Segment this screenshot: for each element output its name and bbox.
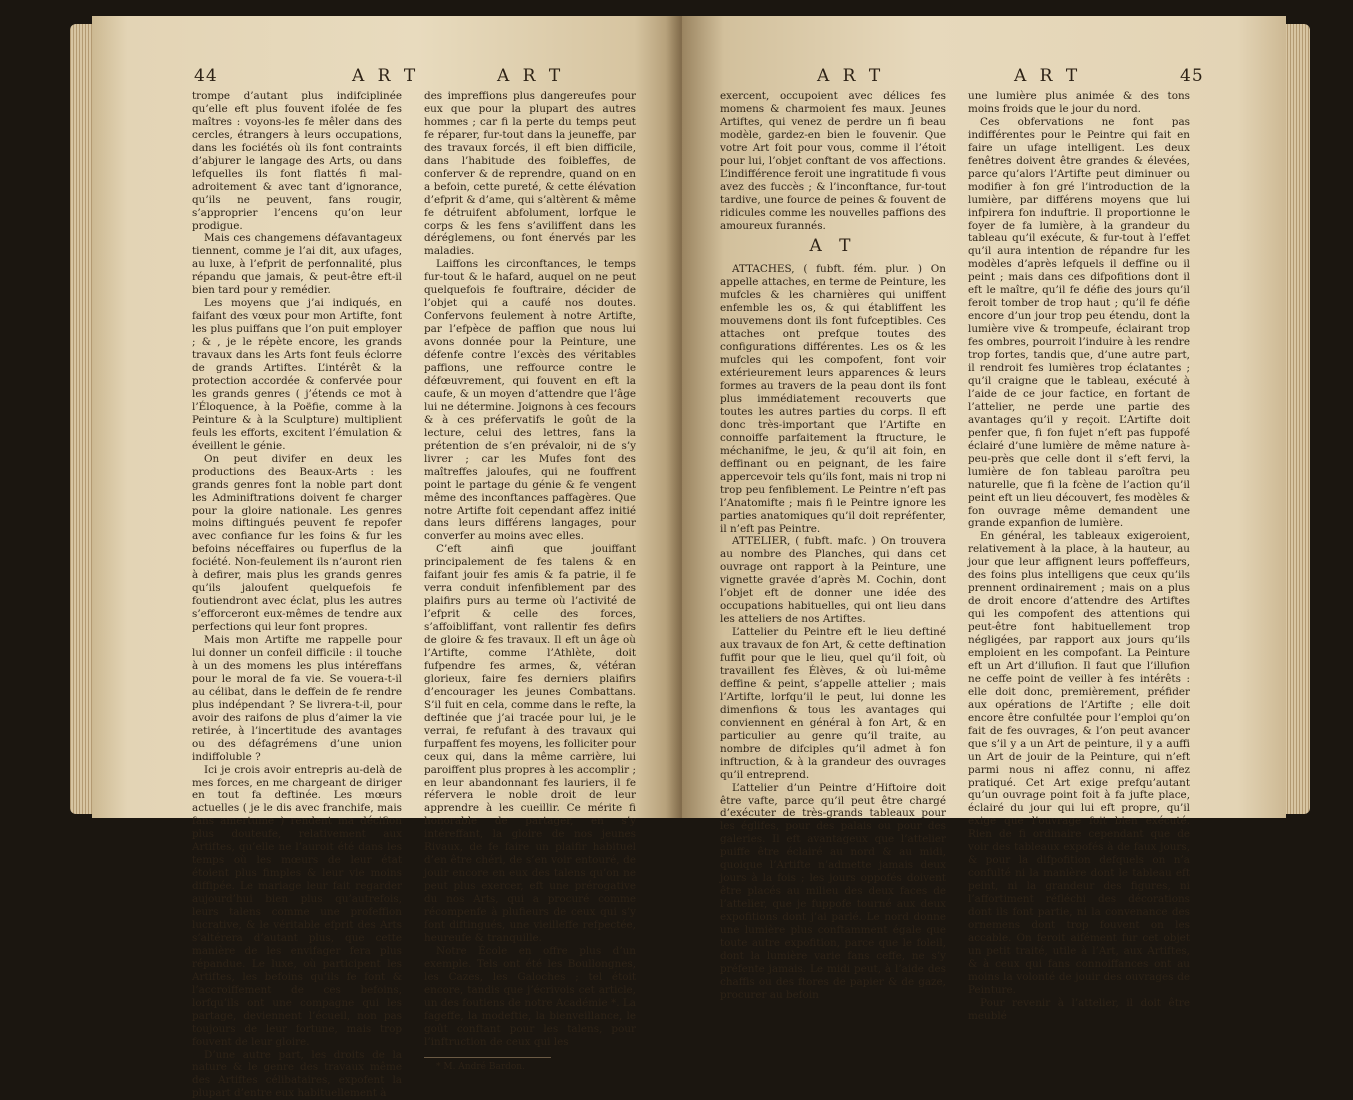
paragraph: D’une autre part, les droits de la nature & le genre des travaux même des Artiftes célibataires, expofent la plupart d’entre eux habituellement à xyxy=(192,1048,402,1100)
paragraph: C’eft ainfi que jouiffant principalement de fes talens & en faifant jouir fes amis & fa patrie, il fe verra conduit infenfiblement par des plaifirs purs au terme où l’activité de l’efprit & celle des forces, s’affoibliffant, vont rallentir fes defirs de gloire & fes travaux. Il eft un âge où l’Artifte, comme l’Athlète, doit fufpendre fes armes, &, vétéran glorieux, faire fes derniers plaifirs d’encourager les jeunes Combattans. S’il fuit en cela, comme dans le refte, la deftinée que j’ai tracée pour lui, je le verrai, fe refufant à des travaux qui furpaffent fes moyens, les folliciter pour ceux qui, dans la même carrière, lui paroiffent plus propres à les accomplir ; en leur abandonnant fes lauriers, il fe réfervera le noble droit de leur apprendre à les cueillir. Ce mérite fi honorable de partager, en s’y intéreffant, la gloire de nos jeunes Rivaux, de fe faire un plaifir habituel d’en être chéri, de s’en voir entouré, de jouir encore en eux des talens qu’on ne peut plus exercer, eft une prérogative du nos Arts, qui a procuré comme récompenfe à plufieurs de ceux qui s’y font diftingués, une vieilleffe refpectée, heureufe & tranquille. xyxy=(424,543,636,944)
paragraph: Ces obfervations ne font pas indifférentes pour le Peintre qui fait en faire un ufage intelligent. Les deux fenêtres doivent être grandes & élevées, parce qu’alors l’Artifte peut diminuer ou modifier à fon gré l’introduction de la lumière, par différens moyens que lui infpirera fon induftrie. Il proportionne le foyer de fa lumière, à la grandeur du tableau qu’il exécute, & fur-tout à l’effet qu’il aura intention de répandre fur les modèles d’après lefquels il deffine ou il peint ; mais dans ces difpofitions dont il eft le maître, qu’il fe défie des jours qu’il feroit tomber de trop haut ; qu’il fe défie encore d’un jour trop peu étendu, dont la lumière vive & trompeufe, éclairant trop fes ombres, pourroit l’induire à les rendre trop fortes, tandis que, d’une autre part, il rendroit fes lumières trop éclatantes ; qu’il craigne que le tableau, exécuté à l’aide de ce jour factice, en fortant de l’attelier, ne perde une partie des avantages qu’il y reçoit. L’Artifte doit penfer que, fi fon fujet n’eft pas fuppofé éclairé d’une lumière de même nature à-peu-près que celle dont il s’eft fervi, la lumière de fon tableau paroîtra peu naturelle, que fi la fcène de l’action qu’il peint eft un lieu découvert, fes modèles & fon ouvrage même demandent une grande expanfion de lumière. xyxy=(968,115,1190,530)
paragraph: Pour revenir à l’attelier, il doit être meublé xyxy=(968,996,1190,1022)
paragraph: des impreffions plus dangereufes pour eux que pour la plupart des autres hommes ; car fi la perte du temps peut fe réparer, fur-tout dans la jeuneffe, par des travaux forcés, il eft bien difficile, dans l’habitude des foibleffes, de conferver & de reprendre, quand on en a befoin, cette pureté, & cette élévation d’efprit & d’ame, qui s’altèrent & même fe détruifent abfolument, lorfque le corps & les fens s’aviliffent dans les déréglemens, ou font énervés par les maladies. xyxy=(424,90,636,258)
left-page xyxy=(92,16,682,1100)
page-number: 45 xyxy=(1180,66,1204,86)
text-column-2 xyxy=(424,90,636,1073)
text-column-2 xyxy=(968,90,1190,1023)
text-column-1 xyxy=(720,90,946,1002)
right-page xyxy=(682,16,1286,1022)
footnote-rule xyxy=(424,1057,551,1058)
paragraph: Laiffons les circonftances, le temps fur-tout & le hafard, auquel on ne peut quelquefois fe fouftraire, décider de l’objet qui a caufé nos doutes. Confervons feulement à notre Artifte, par l’efpèce de paffion que nous lui avons donnée pour la Peinture, une défenfe contre l’excès des véritables paffions, une reffource contre le défœuvrement, qui fouvent en eft la caufe, & un moyen d’attendre que l’âge lui ne détermine. Joignons à ces fecours & à ces préfervatifs le goût de la lecture, celui des lettres, fans la prétention de s’en prévaloir, ni de s’y livrer ; car les Mufes font des maîtreffes jaloufes, qui ne fouffrent point le partage du génie & fe vengent même des inconftances paffagères. Que notre Artifte foit cependant affez initié dans leurs différens langages, pour converfer au moins avec elles. xyxy=(424,258,636,543)
paragraph: On peut divifer en deux les productions des Beaux-Arts : les grands genres font la noble part dont les Adminiftrations doivent fe charger pour la gloire nationale. Les genres moins diftingués peuvent fe repofer avec confiance fur les foins & fur les befoins néceffaires ou fuperflus de la fociété. Non-feulement ils n’auront rien à defirer, mais plus les grands genres qu’ils jaloufent quelquefois fe foutiendront avec éclat, plus les autres s’efforceront eux-mêmes de tendre aux perfections qui leur font propres. xyxy=(192,452,402,634)
text-column-1 xyxy=(192,90,402,1100)
paragraph: Notre École en offre plus d’un exemple. Tels ont été les Boullongnes, les Cazes, les Galoches ; tel étoit encore, tandis que j’écrivois cet article, un des foutiens de notre Académie *. La fageffe, la modeftie, la bienveillance, le goût conftant pour les talens, pour l’inftruction de ceux qui les xyxy=(424,944,636,1048)
paragraph: Ici je crois avoir entrepris au-delà de mes forces, en me chargeant de diriger en tout fa deftinée. Les mœurs actuelles ( je le dis avec franchife, mais fans amertume ) rendent ma décifion plus douteufe, relativement aux Artiftes, qu’elle ne l’auroit été dans les temps où les mœurs de leur état étoient plus fimples & leur vie moins diffipée. Le mariage leur fait regarder aujourd’hui bien plus qu’autrefois, leurs talens comme une profeffion lucrative, & le véritable efprit des Arts s’altérera d’autant plus, que cette manière de les envifager fera plus répandue. Le luxe, où participent les Artiftes, les befoins qu’ils fe font & l’accroiffement de ces befoins, lorfqu’ils ont une compagne qui les partage, deviennent l’écueil, non pas toujours de leur fortune, mais trop fouvent de leur gloire. xyxy=(192,763,402,1048)
paragraph: exercent, occupoient avec délices fes momens & charmoient fes maux. Jeunes Artiftes, qui venez de perdre un fi beau modèle, gardez-en bien le fouvenir. Que votre Art foit pour vous, comme il l’étoit pour lui, l’objet conftant de vos affections. L’indifférence feroit une ingratitude fi vous avez des fuccès ; & l’inconftance, fur-tout tardive, une fource de peines & fouvent de ridicules comme les nouvelles paffions des amoureux furannés. xyxy=(720,90,946,232)
paragraph: Les moyens que j’ai indiqués, en faifant des vœux pour mon Artifte, font les plus puiffans que l’on puit employer ; & , je le répète encore, les grands travaux dans les Arts font feuls éclorre de grands Artiftes. L’intérêt & la protection accordée & confervée pour les grands genres ( j’étends ce mot à l’Éloquence, à la Poëfie, comme à la Peinture & à la Sculpture) multiplient feuls les efforts, excitent l’émulation & éveillent le génie. xyxy=(192,297,402,452)
paragraph: En général, les tableaux exigeroient, relativement à la place, à la hauteur, au jour que leur affignent leurs poffeffeurs, des foins plus intelligens que ceux qu’ils prennent ordinairement ; mais on a plus de droit encore d’attendre des Artiftes qui les compofent des attentions qui peut-être font habituellement trop négligées, par rapport aux jours qu’ils emploient en les compofant. La Peinture eft un Art d’illufion. Il faut que l’illufion ne ceffe point de veiller à fes intérêts : elle doit donc, premièrement, préfider aux opérations de l’Artifte ; elle doit encore être confultée pour l’emploi qu’on fait de fes ouvrages, & l’on peut avancer que s’il y a un Art de peinture, il y a auffi un Art de jouir de la Peinture, qui n’eft parmi nous ni affez connu, ni affez pratiqué. Cet Art exige prefqu’autant qu’un ouvrage point foit à fa jufte place, éclairé du jour qui lui eft propre, qu’il exige que l’ouvrage foit bien exécuté. Rien de fi ordinaire cependant que de voir des tableaux expofés à de faux jours, & pour la difpofition defquels on n’a confulté ni la manière dont le tableau eft peint, ni la grandeur des figures, ni l’affortiment réfléchi des décorations dont ils font partie, ni la convenance des ornemens dont trop fouvent on les accable. On feroit aifément fur cet objet un petit traité, utile à l’Art, aux Artiftes, & à ceux qui fans connoiffances ont au moins la volonté de jouir des ouvrages de Peinture. xyxy=(968,530,1190,996)
right-page-edges xyxy=(1284,24,1310,814)
paragraph: Mais mon Artifte me rappelle pour lui donner un confeil difficile : il touche à un des momens les plus intéreffans pour le moral de fa vie. Se vouera-t-il au célibat, dans le deffein de fe rendre plus indépendant ? Se livrera-t-il, pour avoir des raifons de plus d’aimer la vie retirée, à l’incertitude des avantages ou des défagrémens d’une union indiffoluble ? xyxy=(192,634,402,763)
footnote: * M. André Bardon. xyxy=(436,1061,525,1072)
paragraph: ATTELIER, ( fubft. mafc. ) On trouvera au nombre des Planches, qui dans cet ouvrage ont rapport à la Peinture, une vignette gravée d’après M. Cochin, dont l’objet eft de donner une idée des occupations habituelles, qui ont lieu dans les atteliers de nos Artiftes. xyxy=(720,535,946,626)
paragraph: une lumière plus animée & des tons moins froids que le jour du nord. xyxy=(968,90,1190,115)
paragraph: L’attelier d’un Peintre d’Hiftoire doit être vafte, parce qu’il peut être chargé d’exécuter de très-grands tableaux pour les églifes, pour des palais ou pour des galeries. Il eft avantageux que l’attelier puiffe être éclairé au nord & au midi, quoique l’Artifte n’admette jamais deux jours à la fois ; les jours oppofés doivent être placés au milieu des deux faces de l’attelier, que je fuppofe tourné aux deux expofitions dont j’ai parlé. Le nord donne une lumière plus conftamment égale que toute autre expofition, parce que le foleil, dont la lumière varie fans ceffe, ne s’y préfente jamais. Le midi peut, à l’aide des chaffis ou des ftores de papier & de gaze, procurer au befoin xyxy=(720,781,946,1001)
running-head: A R T xyxy=(497,66,565,86)
running-head: A R T xyxy=(1014,66,1082,86)
page-number: 44 xyxy=(194,66,218,86)
running-head: A R T xyxy=(352,66,420,86)
paragraph: trompe d’autant plus indifciplinée qu’elle eft plus fouvent ifolée de fes maîtres : voyons-les fe mêler dans des cercles, étrangers à leurs occupations, dans les fociétés où ils font contraints d’abjurer le langage des Arts, ou dans lefquelles ils font flattés fi mal-adroitement & avec tant d’ignorance, qu’ils ne peuvent, fans rougir, s’approprier l’encens qu’on leur prodigue. xyxy=(192,90,402,232)
book-spread xyxy=(70,10,1310,1100)
paragraph: Mais ces changemens défavantageux tiennent, comme je l’ai dit, aux ufages, au luxe, à l’efprit de perfonnalité, plus répandu que jamais, & peut-être eft-il bien tard pour y remédier. xyxy=(192,232,402,297)
paragraph: L’attelier du Peintre eft le lieu deftiné aux travaux de fon Art, & cette deftination fuffit pour que le lieu, quel qu’il foit, où travaillent fes Élèves, & où lui-même deffine & peint, s’appelle attelier ; mais l’Artifte, lorfqu’il le peut, lui donne les dimenfions & tous les avantages qui conviennent en général à fon Art, & en particulier au genre qu’il traite, au nombre de difciples qu’il admet à fon inftruction, & à la grandeur des ouvrages qu’il entreprend. xyxy=(720,626,946,781)
running-head: A R T xyxy=(817,66,885,86)
paragraph: ATTACHES, ( fubft. fém. plur. ) On appelle attaches, en terme de Peinture, les mufcles & les charnières qui uniffent enfemble les os, & qui établiffent les mouvemens dont ils font fufceptibles. Ces attaches ont prefque toutes des configurations différentes. Les os & les mufcles qui les compofent, font voir extérieurement leurs apparences & leurs formes au travers de la peau dont ils font plus immédiatement recouverts que toutes les autres parties du corps. Il eft donc très-important que l’Artifte en connoiffe parfaitement la ftructure, le méchanifme, le jeu, & qu’il ait foin, en deffinant ou en peignant, de les faire appercevoir tels qu’ils font, mais ni trop ni trop peu fenfiblement. Le Peintre n’eft pas l’Anatomifte ; mais fi le Peintre ignore les parties anatomiques qu’il doit repréfenter, il n’eft pas Peintre. xyxy=(720,263,947,535)
section-heading: A T xyxy=(809,236,857,257)
